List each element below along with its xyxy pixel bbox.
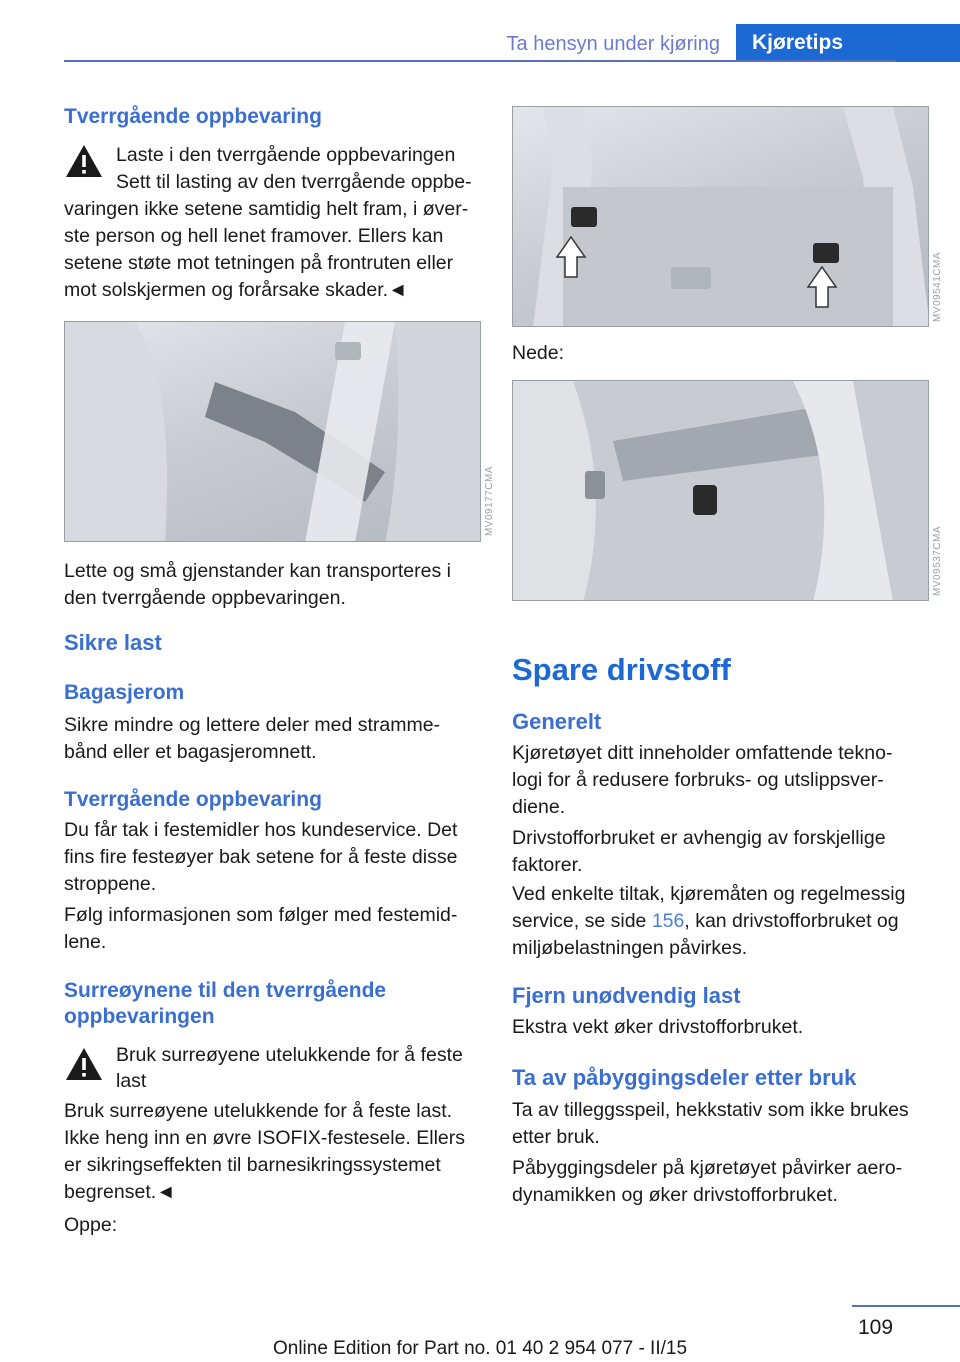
- storage-photo: [64, 321, 481, 542]
- heading-surreoynene: Surreøynene til den tverrgående: [64, 979, 387, 1002]
- paragraph-line: Lette og små gjenstander kan transporteres i: [64, 560, 451, 582]
- warning-text-line: mot solskjermen og forårsake skader.◄: [64, 279, 408, 301]
- warning-text-line: varingen ikke setene samtidig helt fram, i øver-: [64, 198, 469, 220]
- paragraph-line: Ved enkelte tiltak, kjøremåten og regelmessig: [512, 883, 906, 905]
- warning-title: last: [116, 1070, 147, 1092]
- paragraph-line: logi for å redusere forbruks- og utslippsver-: [512, 769, 884, 791]
- heading-surreoynene-line2: oppbevaringen: [64, 1005, 215, 1028]
- heading-tverrgaende-oppbevaring: Tverrgående oppbevaring: [64, 105, 322, 128]
- image-code: MV09537CMA: [932, 526, 943, 597]
- upper-lashing-eyes-photo: [512, 106, 929, 327]
- paragraph-line: dynamikken og øker drivstofforbruket.: [512, 1184, 838, 1206]
- heading-fjern-last: Fjern unødvendig last: [512, 983, 741, 1008]
- warning-text-line: Sett til lasting av den tverrgående oppbe-: [116, 171, 472, 193]
- page-link-156[interactable]: 156: [651, 910, 685, 932]
- paragraph-line: Bruk surreøyene utelukkende for å feste last.: [64, 1100, 453, 1122]
- paragraph-line: miljøbelastningen påvirkes.: [512, 937, 748, 959]
- warning-icon: [64, 143, 104, 179]
- paragraph-line: er sikringseffekten til barnesikringssystemet: [64, 1154, 441, 1176]
- warning-title: Laste i den tverrgående oppbevaringen: [116, 144, 456, 166]
- paragraph-line: lene.: [64, 931, 107, 953]
- paragraph-line: Ta av tilleggsspeil, hekkstativ som ikke brukes: [512, 1099, 909, 1121]
- paragraph-line: Påbyggingsdeler på kjøretøyet påvirker aero-: [512, 1157, 903, 1179]
- image-code: MV09541CMA: [932, 252, 943, 323]
- heading-generelt: Generelt: [512, 709, 602, 734]
- paragraph-line: den tverrgående oppbevaringen.: [64, 587, 346, 609]
- paragraph-line: faktorer.: [512, 854, 583, 876]
- paragraph-line: Drivstofforbruket er avhengig av forskjellige: [512, 827, 886, 849]
- warning-text-line: setene støte mot tetningen på frontruten eller: [64, 252, 454, 274]
- heading-sikre-last: Sikre last: [64, 630, 162, 655]
- warning-icon: [64, 1046, 104, 1082]
- running-header-section: Ta hensyn under kjøring: [506, 33, 720, 55]
- warning-text-line: ste person og hell lenet framover. Ellers kan: [64, 225, 444, 247]
- text-span: , kan drivstofforbruket og: [684, 910, 899, 932]
- paragraph-nede: Nede:: [512, 342, 565, 364]
- running-header-tab[interactable]: Kjøretips: [736, 24, 960, 62]
- paragraph-line: bånd eller et bagasjeromnett.: [64, 741, 317, 763]
- paragraph-line: Følg informasjonen som følger med festemid-: [64, 904, 458, 926]
- page-number: 109: [858, 1316, 894, 1339]
- paragraph-line: begrenset.◄: [64, 1181, 176, 1203]
- paragraph-line: Kjøretøyet ditt inneholder omfattende tekno-: [512, 742, 893, 764]
- paragraph-line: Du får tak i festemidler hos kundeservice. Det: [64, 819, 458, 841]
- paragraph-line: fins fire festeøyer bak setene for å feste disse: [64, 846, 458, 868]
- lower-lashing-eyes-photo: [512, 380, 929, 601]
- paragraph-line: stroppene.: [64, 873, 157, 895]
- paragraph-line: Sikre mindre og lettere deler med stramme-: [64, 714, 441, 736]
- image-code: MV09177CMA: [484, 466, 495, 537]
- header-rule: [64, 60, 896, 62]
- paragraph-oppe: Oppe:: [64, 1214, 118, 1236]
- paragraph-line: [512, 908, 899, 935]
- heading-ta-av: Ta av påbyggingsdeler etter bruk: [512, 1065, 857, 1090]
- paragraph-line: Ikke heng inn en øvre ISOFIX-festesele. Ellers: [64, 1127, 466, 1149]
- heading-bagasjerom: Bagasjerom: [64, 681, 185, 704]
- edition-footer: Online Edition for Part no. 01 40 2 954 077 - II/15: [272, 1338, 688, 1359]
- page-number-rule: [852, 1305, 960, 1307]
- paragraph-line: etter bruk.: [512, 1126, 600, 1148]
- heading-tverrgaende-oppbevaring-2: Tverrgående oppbevaring: [64, 788, 322, 811]
- text-span: service, se side: [512, 910, 652, 932]
- heading-spare-drivstoff: Spare drivstoff: [512, 652, 731, 687]
- paragraph-line: diene.: [512, 796, 566, 818]
- paragraph-line: Ekstra vekt øker drivstofforbruket.: [512, 1016, 804, 1038]
- warning-title: Bruk surreøyene utelukkende for å feste: [116, 1044, 463, 1066]
